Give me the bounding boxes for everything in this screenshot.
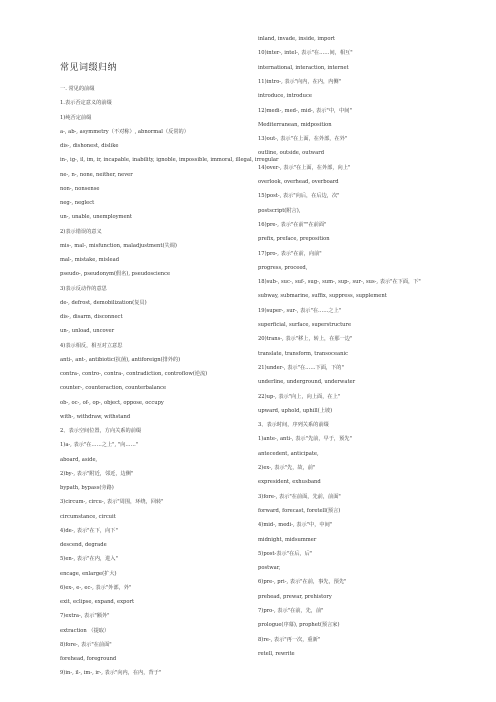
text-line: 12)medi-, med-, mid-, 表示"中，中间" <box>258 107 352 114</box>
text-line: ob-, oc-, of-, op-, object, oppose, occupy <box>60 399 164 406</box>
text-line: 22)up-, 表示"向上，向上面，在上" <box>258 393 341 400</box>
text-line: forward, forecast, foretell(预言) <box>258 507 341 514</box>
text-line: 8)fore-, 表示"在前面" <box>60 641 112 648</box>
text-line: 18)sub-, suc-, suf-, sug-, sum-, sup-, sur-, sus-, 表示"在下面，下" <box>258 279 421 286</box>
text-line: 7)extra-, 表示"额外" <box>60 613 110 620</box>
text-line: progress, proceed, <box>258 264 308 271</box>
text-line: a-, ab-, asymmetry（不对称）, abnormal（反常的） <box>60 128 189 135</box>
text-line: 15)post-, 表示"向后，在后边，次" <box>258 193 340 200</box>
text-line: aboard, aside, <box>60 456 98 463</box>
text-line: introduce, introduce <box>258 93 312 100</box>
text-line: 4)mid-, medi-, 表示"中，中间" <box>258 522 333 529</box>
text-line: midnight, midsummer <box>258 536 317 543</box>
text-line: 9)in-, il-, im-, ir-, 表示"向内，在内，背于" <box>60 670 162 677</box>
text-line: prehead, prewar, prehistory <box>258 593 332 600</box>
text-line: 1)a-, 表示"在……之上", "向……" <box>60 442 139 449</box>
text-line: 11)intro-, 表示"向内，在内，内侧" <box>258 78 342 85</box>
text-line: postscript(附言), <box>258 207 301 214</box>
text-line: expresident, exhusband <box>258 479 321 486</box>
text-line: 10)inter-, intel-, 表示"在……间，相互" <box>258 50 353 57</box>
text-line: descend, degrade <box>60 542 107 548</box>
text-line: in-, ig-, il, im, ir, incapable, inability, ignoble, impossible, immoral, illegal, irregular <box>60 157 279 164</box>
text-line: 4)表示相反，相互对立意思 <box>60 342 123 349</box>
text-line: extraction （提取） <box>60 627 110 634</box>
text-line: 1.表示否定意义的前缀 <box>60 100 112 107</box>
text-line: 5)post-表示"在后，后" <box>258 550 313 557</box>
page-title: 常见词缀归纳 <box>60 63 118 73</box>
text-line: upward, uphold, uphill(上坡) <box>258 407 333 414</box>
text-line: overlook, overhead, overboard <box>258 179 339 185</box>
text-line: mal-, mistake, mislead <box>60 257 120 263</box>
text-line: underline, underground, underwater <box>258 379 356 386</box>
text-line: 17)pro-, 表示"在前，向前" <box>258 250 322 257</box>
text-line: 一. 常见的前缀 <box>60 86 95 92</box>
text-line: postwar, <box>258 565 281 572</box>
text-line: antecedent, anticipate, <box>258 450 319 457</box>
text-line: 6)pre-, pri-, 表示"在前，事先，预先" <box>258 579 347 586</box>
text-line: 6)ex-, e-, ec-, 表示"外部，外" <box>60 584 132 591</box>
text-line: non-, nonsense <box>60 185 100 192</box>
text-line: 19)super-, sur-, 表示"在……之上" <box>258 307 342 314</box>
text-line: with-, withdraw, withstand <box>60 413 131 420</box>
text-line: 2)by-, 表示"附近，邻近，边侧" <box>60 470 134 477</box>
text-line: forehead, foreground <box>60 656 117 662</box>
text-line: pseudo-, pseudonym(假名), pseudoscience <box>60 271 171 278</box>
text-line: bypath, bypass(旁路) <box>60 485 114 491</box>
text-line: contra-, contro-, contra-, contradiction, controflow(逆流) <box>60 371 208 377</box>
text-line: superficial, surface, superstructure <box>258 322 352 328</box>
text-line: 1)ante-, anti-, 表示"先前，早于，预先" <box>258 436 352 443</box>
text-line: 20)trans-, 表示"移上，转上，在那一边" <box>258 336 353 343</box>
text-line: 2)表示错误的意义 <box>60 228 102 235</box>
text-line: 3)fore-, 表示"在前面，先前，前面" <box>258 493 341 500</box>
text-line: neg-, neglect <box>60 200 95 206</box>
text-line: 16)pre-, 表示"在前""在前面" <box>258 221 327 228</box>
text-line: 7)pro-, 表示"在前，先，前" <box>258 608 324 614</box>
text-line: 4)de-, 表示"在下，向下" <box>60 527 118 534</box>
text-line: subway, submarine, suffix, suppress, supplement <box>258 293 387 300</box>
text-line: Mediterranean, midposition <box>258 121 332 128</box>
text-line: mis-, mal-, misfunction, maladjustment(失调) <box>60 242 177 249</box>
text-line: 3)表示反动作的意思 <box>60 285 107 292</box>
text-line: 8)re-, 表示"再一次，重新" <box>258 636 321 643</box>
text-line: un-, unload, uncover <box>60 328 115 335</box>
text-line: 13)out-, 表示"在上面，在外部，在外" <box>258 136 348 143</box>
text-line: 3)circum-, circu-, 表示"周围，环绕，回转" <box>60 499 164 506</box>
text-line: translate, transform, transoceanic <box>258 350 349 357</box>
text-line: 21)under-, 表示"在……下面，下的" <box>258 364 344 371</box>
text-line: exit, eclipse, expand, export <box>60 599 135 605</box>
text-line: un-, unable, unemployment <box>60 214 132 221</box>
text-line: 14)over-, 表示"在上面，在外部，向上" <box>258 164 351 171</box>
text-line: anti-, ant-, antibiotic(抗菌), antiforeign(排外的) <box>60 356 181 363</box>
text-line: encage, enlarge(扩大) <box>60 570 117 577</box>
text-line: 1)纯否定前缀 <box>60 114 92 121</box>
text-line: 2)ex-, 表示"先，故，前" <box>258 465 316 471</box>
text-line: retell, rewrite <box>258 650 295 657</box>
text-line: dis-, disarm, disconnect <box>60 314 123 320</box>
text-line: counter-, counteraction, counterbalance <box>60 385 167 392</box>
text-line: prologue(序幕), prophet(预言家) <box>258 622 340 629</box>
text-line: 2、表示空间位置，方向关系的前缀 <box>60 428 142 434</box>
text-line: de-, defrost, demobilization(复员) <box>60 299 147 306</box>
text-line: inland, invade, inside, import <box>258 36 336 42</box>
text-line: circumstance, circuit <box>60 513 116 520</box>
text-line: international, interaction, internet <box>258 64 349 71</box>
text-line: dis-, dishonest, dislike <box>60 143 119 149</box>
text-line: 5)en-, 表示"在内，进入" <box>60 556 118 563</box>
text-line: outline, outside, outward <box>258 150 325 157</box>
text-line: ne-, n-, none, neither, never <box>60 171 133 178</box>
text-line: 3、表示时间，序列关系的前缀 <box>258 422 329 429</box>
text-line: prefix, preface, preposition <box>258 236 330 243</box>
